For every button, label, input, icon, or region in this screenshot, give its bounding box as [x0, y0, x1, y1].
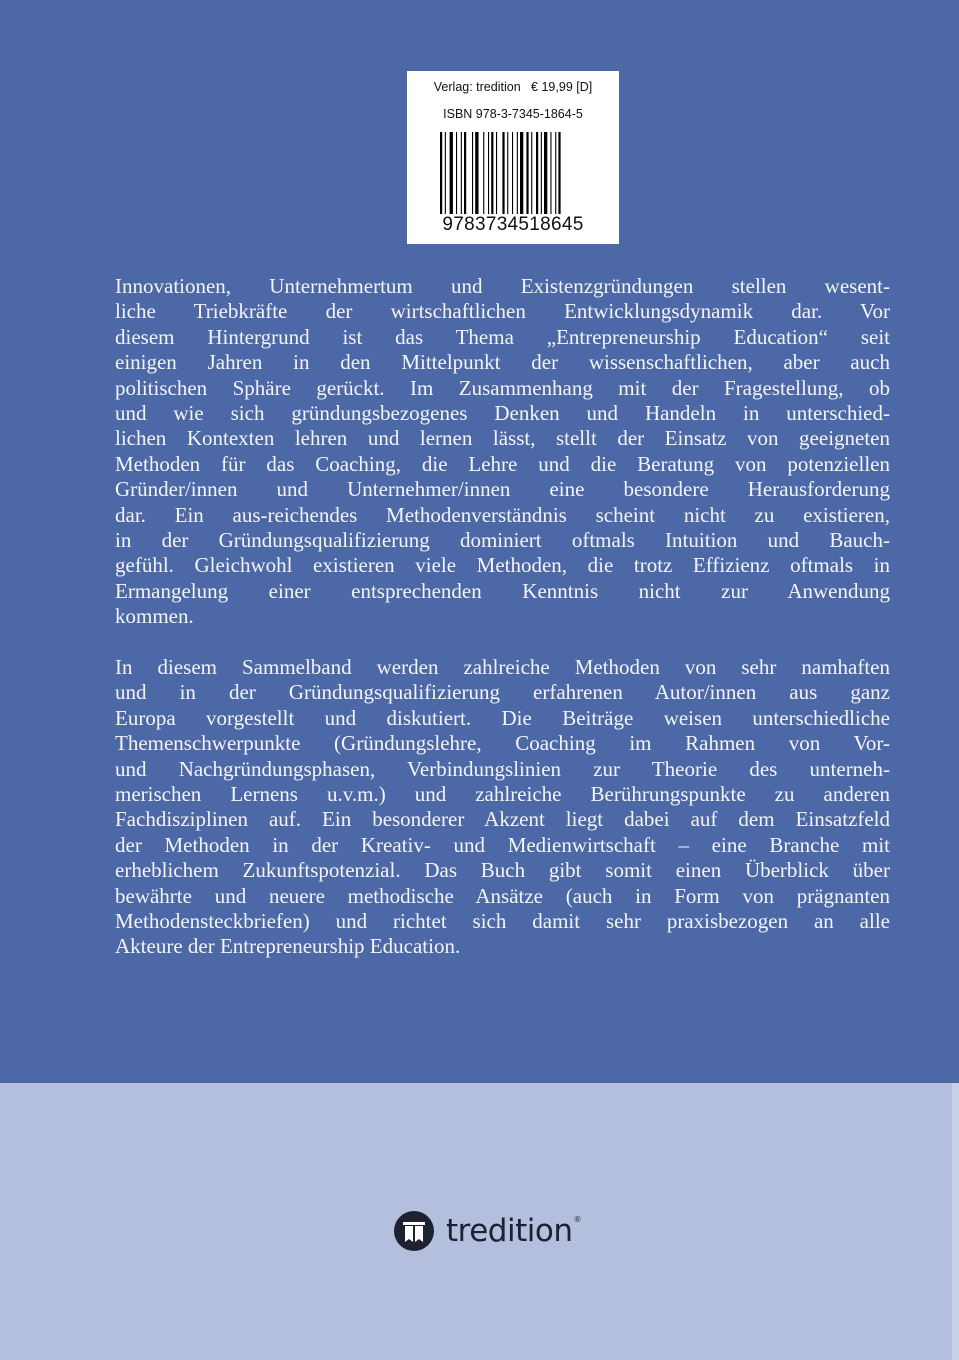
text-line: Innovationen, Unternehmertum und Existenzgründungen stellen wesent-: [115, 274, 890, 298]
barcode-bar: [491, 132, 493, 214]
registered-mark: ®: [573, 1214, 582, 1224]
isbn: ISBN 978-3-7345-1864-5: [443, 107, 583, 121]
text-line: lichen Kontexten lehren und lernen lässt, stellt der Einsatz von geeigneten: [115, 426, 890, 451]
text-line: erheblichem Zukunftspotenzial. Das Buch gibt somit einen Überblick über: [115, 858, 890, 883]
barcode-bar: [496, 132, 497, 214]
text-line: in der Gründungsqualifizierung dominiert oftmals Intuition und Bauch-: [115, 528, 890, 553]
barcode-bar: [541, 132, 542, 214]
text-line: Fachdisziplinen auf. Ein besonderer Akzent liegt dabei auf dem Einsatzfeld: [115, 807, 890, 832]
publisher-price: Verlag: tredition € 19,99 [D]: [433, 80, 593, 94]
text-line: bewährte und neuere methodische Ansätze (auch in Form von prägnanten: [115, 883, 890, 908]
barcode-bar: [520, 132, 523, 214]
text-line: einigen Jahren in den Mittelpunkt der wissenschaftlichen, aber auch: [115, 350, 890, 375]
text-line: In diesem Sammelband werden zahlreiche Methoden von sehr namhaften: [115, 655, 890, 679]
barcode-bar: [526, 132, 528, 214]
barcode-bar: [483, 132, 484, 214]
barcode-bar: [502, 132, 504, 214]
barcode-bar: [531, 132, 532, 214]
blurb-paragraph-1: [115, 274, 890, 630]
text-line: Gründer/innen und Unternehmer/innen eine besondere Herausforderung: [115, 477, 890, 502]
text-line: Europa vorgestellt und diskutiert. Die Beiträge weisen unterschiedliche: [115, 705, 890, 730]
barcode-bar: [445, 132, 446, 214]
barcode-bar: [558, 132, 560, 214]
barcode-bar: [450, 132, 453, 214]
text-line: und wie sich gründungsbezogenes Denken und Handeln in unterschied-: [115, 401, 890, 426]
text-line: gefühl. Gleichwohl existieren viele Methoden, die trotz Effizienz oftmals in: [115, 553, 890, 578]
barcode-label: [407, 71, 619, 244]
text-line: Themenschwerpunkte (Gründungslehre, Coaching im Rahmen von Vor-: [115, 731, 890, 756]
barcode-icon: [440, 132, 590, 214]
text-line: merischen Lernens u.v.m.) und zahlreiche Berührungspunkte zu anderen: [115, 782, 890, 807]
barcode-bar: [544, 132, 547, 214]
barcode-bar: [440, 132, 442, 214]
text-line: und in der Gründungsqualifizierung erfahrenen Autor/innen aus ganz: [115, 680, 890, 705]
barcode-bar: [456, 132, 457, 214]
barcode-bar: [464, 132, 466, 214]
text-line: diesem Hintergrund ist das Thema „Entrepreneurship Education“ seit: [115, 324, 890, 349]
barcode-bar: [550, 132, 551, 214]
text-line: der Methoden in der Kreativ- und Medienwirtschaft – eine Branche mit: [115, 832, 890, 857]
tredition-logo-icon: [394, 1211, 434, 1251]
text-line: Methoden für das Coaching, die Lehre und die Beratung von potenziellen: [115, 451, 890, 476]
barcode-bar: [555, 132, 556, 214]
text-line: Methodensteckbriefen) und richtet sich damit sehr praxisbezogen an alle: [115, 909, 890, 934]
text-line: Akteure der Entrepreneurship Education.: [115, 934, 461, 959]
text-line: kommen.: [115, 604, 194, 629]
barcode-bar: [507, 132, 508, 214]
barcode-bar: [517, 132, 518, 214]
barcode-bar: [488, 132, 489, 214]
publisher-logo: [394, 1210, 581, 1252]
text-line: liche Triebkräfte der wirtschaftlichen Entwicklungsdynamik dar. Vor: [115, 299, 890, 324]
text-line: Ermangelung einer entsprechenden Kenntnis nicht zur Anwendung: [115, 578, 890, 603]
barcode-bar: [475, 132, 478, 214]
cover-edge: [952, 1083, 959, 1360]
logo-wordmark: tredition: [446, 1213, 573, 1249]
text-line: und Nachgründungsphasen, Verbindungslinien zur Theorie des unterneh-: [115, 756, 890, 781]
barcode-bar: [536, 132, 538, 214]
blurb-paragraph-2: [115, 655, 890, 960]
ean-number: 9783734518645: [442, 214, 584, 235]
text-line: dar. Ein aus-reichendes Methodenverständnis scheint nicht zu existieren,: [115, 502, 890, 527]
barcode-bar: [512, 132, 513, 214]
barcode-bar: [472, 132, 473, 214]
barcode-bar: [461, 132, 462, 214]
text-line: politischen Sphäre gerückt. Im Zusammenhang mit der Fragestellung, ob: [115, 375, 890, 400]
